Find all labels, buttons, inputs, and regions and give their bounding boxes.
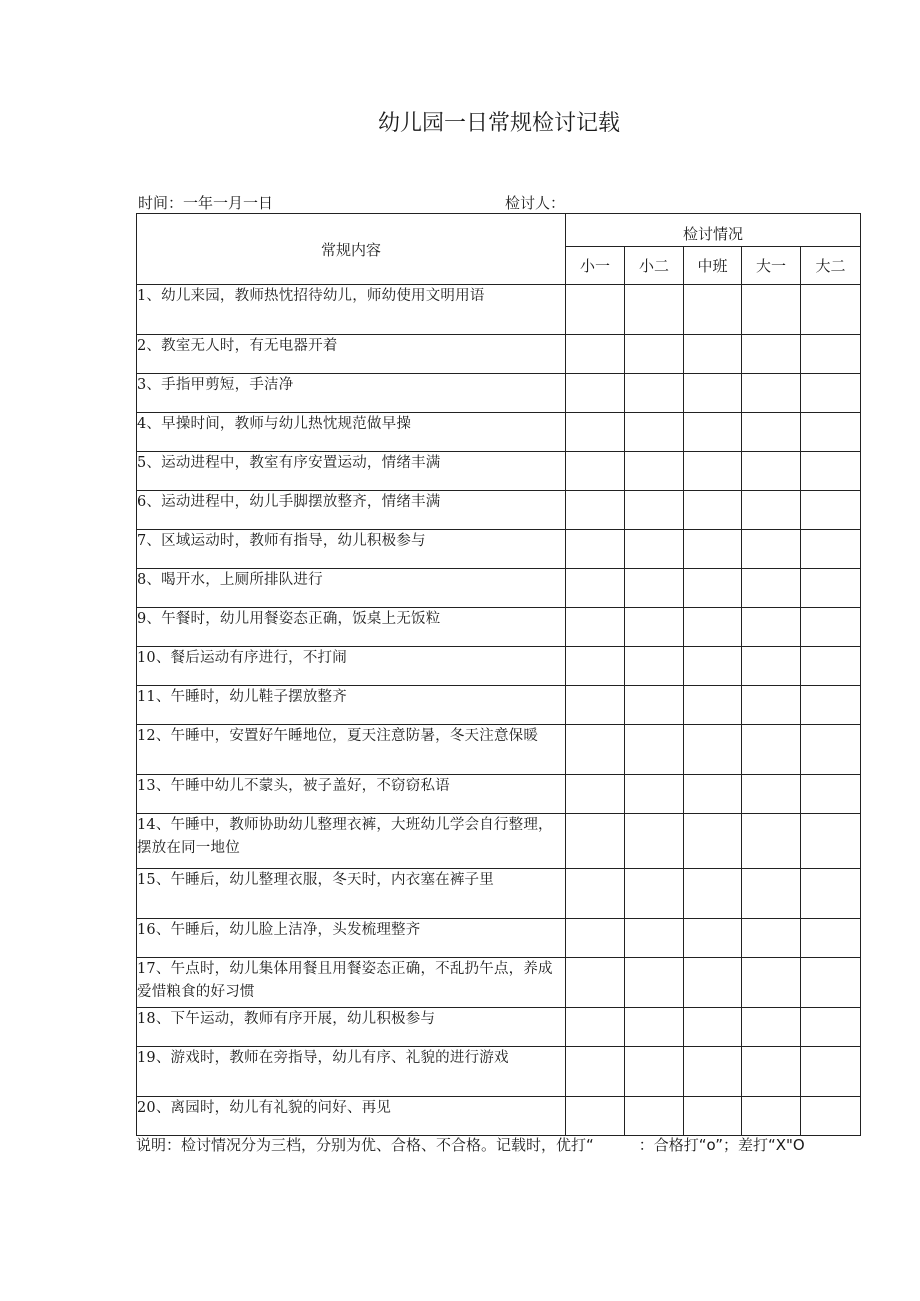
check-cell[interactable] xyxy=(625,608,684,647)
class-header: 大二 xyxy=(801,247,861,285)
check-cell[interactable] xyxy=(801,335,861,374)
check-cell[interactable] xyxy=(566,1097,625,1136)
check-cell[interactable] xyxy=(566,725,625,775)
date-label: 时间：一年一月一日 xyxy=(138,194,274,212)
check-cell[interactable] xyxy=(684,814,742,869)
check-cell[interactable] xyxy=(742,1008,801,1047)
check-cell[interactable] xyxy=(566,285,625,335)
check-cell[interactable] xyxy=(684,491,742,530)
check-cell[interactable] xyxy=(684,335,742,374)
check-cell[interactable] xyxy=(684,1097,742,1136)
table-row xyxy=(137,814,861,869)
check-cell[interactable] xyxy=(684,1047,742,1097)
check-cell[interactable] xyxy=(566,686,625,725)
check-cell[interactable] xyxy=(625,1097,684,1136)
table-row xyxy=(137,869,861,919)
check-cell[interactable] xyxy=(801,686,861,725)
check-cell[interactable] xyxy=(742,919,801,958)
class-header: 中班 xyxy=(684,247,742,285)
check-cell[interactable] xyxy=(801,374,861,413)
check-cell[interactable] xyxy=(684,413,742,452)
check-cell[interactable] xyxy=(566,1008,625,1047)
check-cell[interactable] xyxy=(566,608,625,647)
check-cell[interactable] xyxy=(801,608,861,647)
row-content: 14、午睡中，教师协助幼儿整理衣裤，大班幼儿学会自行整理，摆放在同一地位 xyxy=(137,814,566,869)
check-cell[interactable] xyxy=(801,775,861,814)
check-cell[interactable] xyxy=(742,491,801,530)
check-cell[interactable] xyxy=(566,919,625,958)
check-cell[interactable] xyxy=(801,1047,861,1097)
check-cell[interactable] xyxy=(684,374,742,413)
check-cell[interactable] xyxy=(625,569,684,608)
row-content: 6、运动进程中，幼儿手脚摆放整齐，情绪丰满 xyxy=(137,491,566,530)
class-header: 小二 xyxy=(625,247,684,285)
check-cell[interactable] xyxy=(742,775,801,814)
check-cell[interactable] xyxy=(801,491,861,530)
check-cell[interactable] xyxy=(801,452,861,491)
check-cell[interactable] xyxy=(566,374,625,413)
check-cell[interactable] xyxy=(742,686,801,725)
table-row xyxy=(137,335,861,374)
check-cell[interactable] xyxy=(801,869,861,919)
row-content: 11、午睡时，幼儿鞋子摆放整齐 xyxy=(137,686,566,725)
check-cell[interactable] xyxy=(742,452,801,491)
check-cell[interactable] xyxy=(625,1008,684,1047)
check-cell[interactable] xyxy=(742,1097,801,1136)
row-content: 8、喝开水，上厕所排队进行 xyxy=(137,569,566,608)
table-row xyxy=(137,919,861,958)
check-cell[interactable] xyxy=(566,1047,625,1097)
row-content: 18、下午运动，教师有序开展，幼儿积极参与 xyxy=(137,1008,566,1047)
row-content: 12、午睡中，安置好午睡地位，夏天注意防暑，冬天注意保暖 xyxy=(137,725,566,775)
class-header: 小一 xyxy=(566,247,625,285)
check-cell[interactable] xyxy=(625,647,684,686)
class-header: 大一 xyxy=(742,247,801,285)
table-row xyxy=(137,285,861,335)
check-cell[interactable] xyxy=(801,413,861,452)
check-cell[interactable] xyxy=(684,958,742,1008)
check-cell[interactable] xyxy=(684,285,742,335)
table-row xyxy=(137,686,861,725)
check-cell[interactable] xyxy=(801,647,861,686)
row-content: 17、午点时，幼儿集体用餐且用餐姿态正确，不乱扔午点，养成爱惜粮食的好习惯 xyxy=(137,958,566,1008)
inspector-label: 检讨人： xyxy=(505,194,566,212)
check-cell[interactable] xyxy=(625,374,684,413)
check-cell[interactable] xyxy=(742,374,801,413)
check-cell[interactable] xyxy=(684,725,742,775)
table-row xyxy=(137,413,861,452)
check-cell[interactable] xyxy=(566,452,625,491)
check-cell[interactable] xyxy=(625,686,684,725)
check-cell[interactable] xyxy=(684,530,742,569)
table-row xyxy=(137,374,861,413)
row-content: 15、午睡后，幼儿整理衣服，冬天时，内衣塞在裤子里 xyxy=(137,869,566,919)
check-cell[interactable] xyxy=(742,285,801,335)
table-row xyxy=(137,608,861,647)
row-content: 7、区域运动时，教师有指导，幼儿积极参与 xyxy=(137,530,566,569)
row-content: 1、幼儿来园，教师热忱招待幼儿，师幼使用文明用语 xyxy=(137,285,566,335)
table-row xyxy=(137,725,861,775)
table-row xyxy=(137,530,861,569)
note-text: 说明：检讨情况分为三档，分别为优、合格、不合格。记载时，优打“ ：合格打“o”；差打“X"O xyxy=(136,1136,805,1154)
check-cell[interactable] xyxy=(684,1008,742,1047)
check-cell[interactable] xyxy=(801,725,861,775)
check-cell[interactable] xyxy=(566,413,625,452)
table-row xyxy=(137,452,861,491)
check-cell[interactable] xyxy=(801,958,861,1008)
check-cell[interactable] xyxy=(801,919,861,958)
check-cell[interactable] xyxy=(625,958,684,1008)
check-cell[interactable] xyxy=(742,413,801,452)
check-cell[interactable] xyxy=(625,491,684,530)
check-cell[interactable] xyxy=(625,1047,684,1097)
table-row xyxy=(137,775,861,814)
check-cell[interactable] xyxy=(684,608,742,647)
check-cell[interactable] xyxy=(684,647,742,686)
row-content: 9、午餐时，幼儿用餐姿态正确，饭桌上无饭粒 xyxy=(137,608,566,647)
page-title: 幼儿园一日常规检讨记载 xyxy=(377,111,620,136)
check-cell[interactable] xyxy=(801,1097,861,1136)
row-content: 20、离园时，幼儿有礼貌的问好、再见 xyxy=(137,1097,566,1136)
check-cell[interactable] xyxy=(566,814,625,869)
check-cell[interactable] xyxy=(684,569,742,608)
check-cell[interactable] xyxy=(742,335,801,374)
row-content: 4、早操时间，教师与幼儿热忱规范做早操 xyxy=(137,413,566,452)
check-cell[interactable] xyxy=(625,725,684,775)
check-cell[interactable] xyxy=(742,647,801,686)
check-cell[interactable] xyxy=(566,569,625,608)
check-cell[interactable] xyxy=(742,530,801,569)
check-cell[interactable] xyxy=(684,775,742,814)
check-cell[interactable] xyxy=(742,1047,801,1097)
check-cell[interactable] xyxy=(566,775,625,814)
row-content: 2、教室无人时，有无电器开着 xyxy=(137,335,566,374)
table-row xyxy=(137,647,861,686)
check-cell[interactable] xyxy=(625,869,684,919)
check-cell[interactable] xyxy=(625,919,684,958)
check-cell[interactable] xyxy=(684,452,742,491)
check-cell[interactable] xyxy=(742,725,801,775)
check-cell[interactable] xyxy=(625,775,684,814)
check-cell[interactable] xyxy=(625,285,684,335)
inspection-table xyxy=(136,213,861,1136)
check-cell[interactable] xyxy=(684,919,742,958)
table-row xyxy=(137,569,861,608)
check-cell[interactable] xyxy=(684,686,742,725)
table-row xyxy=(137,1097,861,1136)
check-cell[interactable] xyxy=(566,530,625,569)
check-cell[interactable] xyxy=(801,530,861,569)
check-cell[interactable] xyxy=(742,814,801,869)
check-cell[interactable] xyxy=(801,814,861,869)
check-cell[interactable] xyxy=(625,413,684,452)
table-row xyxy=(137,958,861,1008)
content-header: 常规内容 xyxy=(137,214,566,285)
check-cell[interactable] xyxy=(742,569,801,608)
table-row xyxy=(137,491,861,530)
check-cell[interactable] xyxy=(801,285,861,335)
check-cell[interactable] xyxy=(625,452,684,491)
check-cell[interactable] xyxy=(801,569,861,608)
check-cell[interactable] xyxy=(566,647,625,686)
check-cell[interactable] xyxy=(625,335,684,374)
check-cell[interactable] xyxy=(566,335,625,374)
check-cell[interactable] xyxy=(742,869,801,919)
table-row xyxy=(137,1047,861,1097)
check-cell[interactable] xyxy=(625,814,684,869)
check-cell[interactable] xyxy=(742,608,801,647)
check-cell[interactable] xyxy=(684,869,742,919)
row-content: 5、运动进程中，教室有序安置运动，情绪丰满 xyxy=(137,452,566,491)
check-header: 检讨情况 xyxy=(566,214,861,247)
check-cell[interactable] xyxy=(801,1008,861,1047)
check-cell[interactable] xyxy=(625,530,684,569)
row-content: 10、餐后运动有序进行，不打闹 xyxy=(137,647,566,686)
check-cell[interactable] xyxy=(742,958,801,1008)
check-cell[interactable] xyxy=(566,958,625,1008)
row-content: 16、午睡后，幼儿脸上洁净，头发梳理整齐 xyxy=(137,919,566,958)
table-row xyxy=(137,1008,861,1047)
row-content: 13、午睡中幼儿不蒙头，被子盖好，不窃窃私语 xyxy=(137,775,566,814)
row-content: 3、手指甲剪短，手洁净 xyxy=(137,374,566,413)
row-content: 19、游戏时，教师在旁指导，幼儿有序、礼貌的进行游戏 xyxy=(137,1047,566,1097)
check-cell[interactable] xyxy=(566,491,625,530)
check-cell[interactable] xyxy=(566,869,625,919)
